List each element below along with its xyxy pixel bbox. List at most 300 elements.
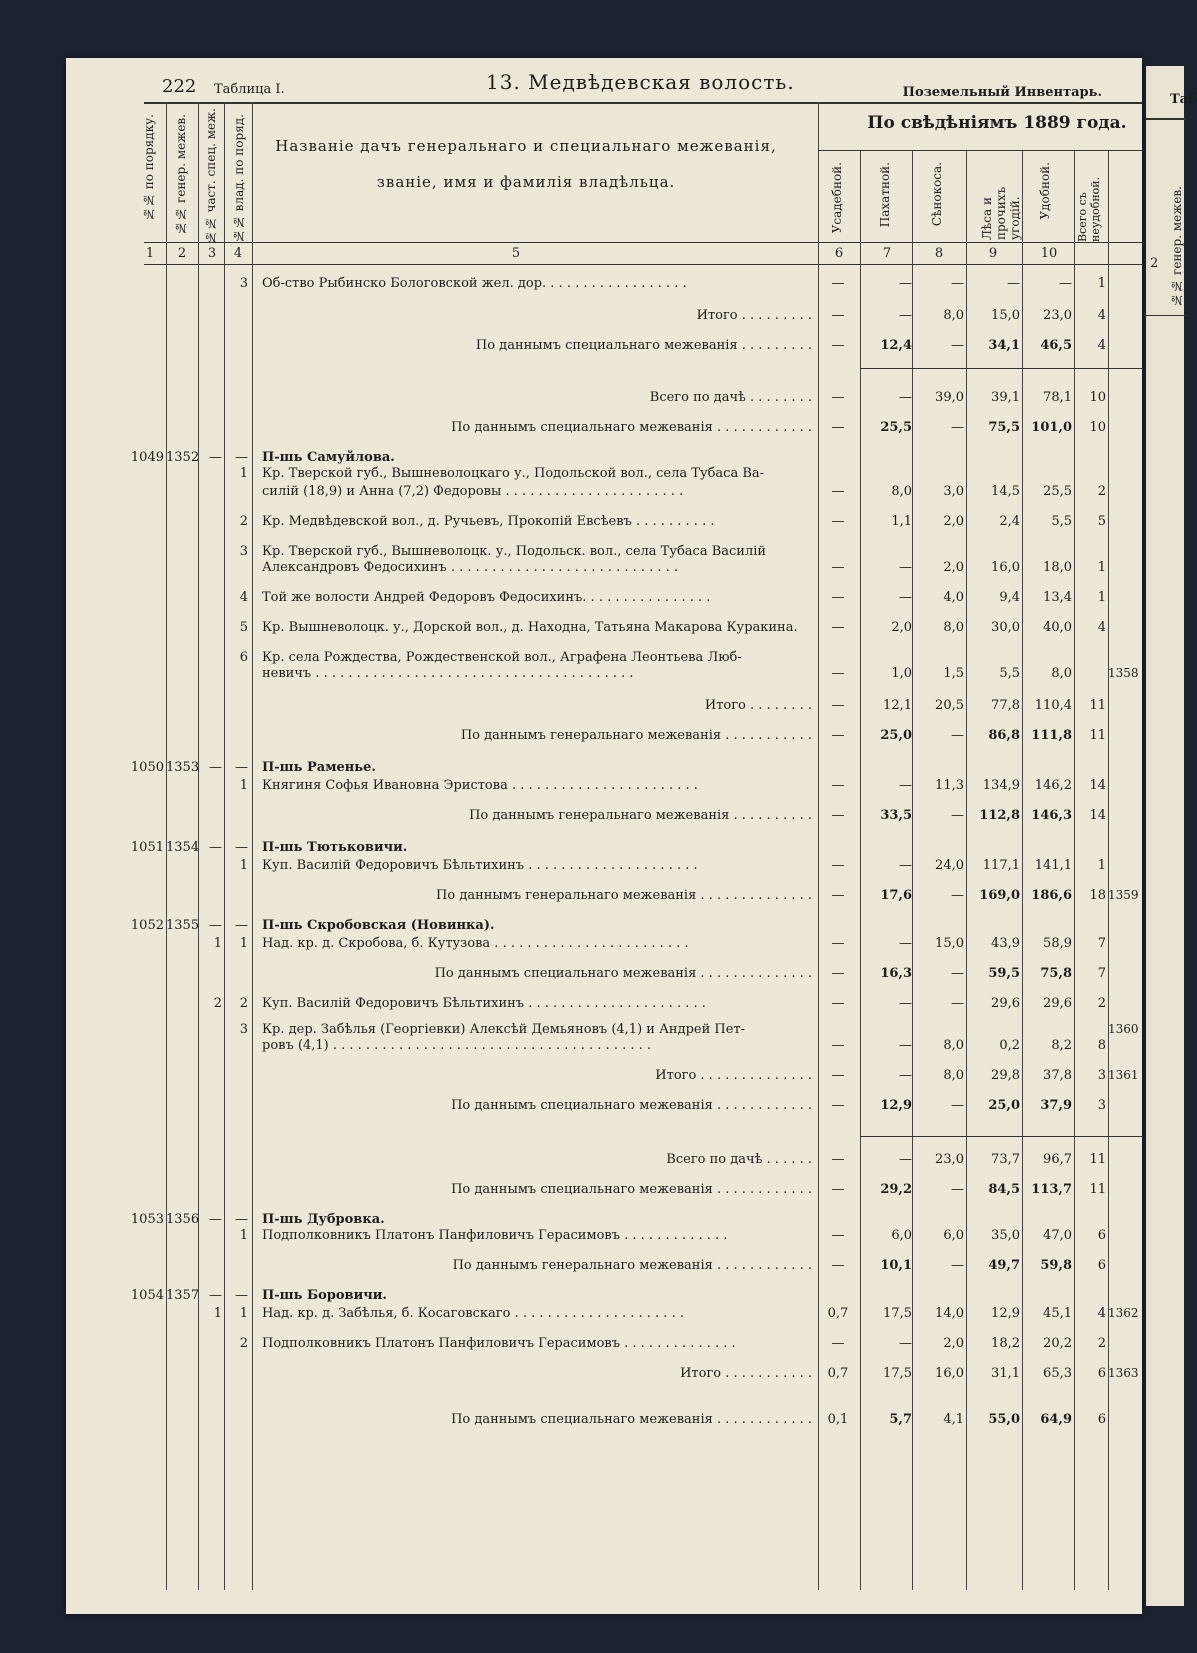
cell-description: Всего по дачѣ . . . . . . [666,1152,812,1167]
cell-c4: 6 [239,650,248,665]
header-top-rule [144,102,1142,104]
cell-c11: 14 [1089,808,1106,823]
cell-c4: 2 [239,996,248,1011]
table-row [66,996,1142,1016]
table-row [66,1068,1142,1088]
cell-c8: 16,0 [935,1366,964,1381]
cell-description: Итого . . . . . . . . . . . . . . [655,1068,812,1083]
cell-c6: — [831,1068,845,1083]
col-number: 9 [988,246,998,261]
cell-c8: — [951,996,964,1011]
cell-c1: 1052 [130,918,164,933]
cell-c8: 8,0 [943,620,964,635]
cell-c8: 2,0 [943,560,964,575]
table-row [66,840,1142,860]
cell-c2: 1352 [166,450,200,465]
cell-description: По даннымъ генеральнаго межеванія . . . . . . . . . . [469,808,812,823]
cell-c6: — [831,858,845,873]
cell-c11: 11 [1089,728,1106,743]
col-number: 1 [145,246,155,261]
cell-c9: 75,5 [988,420,1020,435]
cell-c8: — [951,1258,964,1273]
cell-c7: — [899,936,912,951]
cell-c7: — [899,308,912,323]
cell-c7: — [899,1336,912,1351]
table-row [66,1366,1142,1386]
cell-description: Кр. села Рождества, Рождественской вол., Аграфена Леонтьева Люб- [262,650,742,665]
cell-c9: 14,5 [991,484,1020,499]
cell-c10: 111,8 [1031,728,1072,743]
cell-c8: 39,0 [935,390,964,405]
cell-c10: 113,7 [1031,1182,1072,1197]
cell-c6: 0,1 [827,1412,849,1427]
cell-c9: 112,8 [979,808,1020,823]
cell-description: Кр. Тверской губ., Вышневолоцк. у., Подольск. вол., села Тубаса Василій [262,544,767,559]
table-row [66,620,1142,640]
cell-description: Кр. Вышневолоцк. у., Дорской вол., д. Находна, Татьяна Макарова Куракина. [262,620,798,635]
cell-c6: — [831,698,845,713]
cell-c6: — [831,1038,845,1053]
cell-description: Итого . . . . . . . . . . . [680,1366,812,1381]
cell-c6: — [831,966,845,981]
table-row [66,728,1142,748]
table-row [66,1038,1142,1058]
cell-c10: — [1059,276,1072,291]
cell-c10: 37,8 [1043,1068,1072,1083]
col-header-4: №№ влад. по поряд. [232,114,246,244]
cell-c4: 1 [239,936,248,951]
col-header-9: Лѣса и прочихъ угодій. [980,186,1022,240]
cell-c6: — [831,1336,845,1351]
cell-c1: 1050 [130,760,164,775]
cell-c8: 2,0 [943,514,964,529]
cell-description: силій (18,9) и Анна (7,2) Федоровы . . . . . . . . . . . . . . . . . . . . . . [262,484,684,499]
cell-c8: — [951,888,964,903]
cell-c8: 8,0 [943,1038,964,1053]
next-page-edge [1146,66,1197,1606]
total-rule [860,368,1142,369]
cell-description: Куп. Василій Федоровичъ Бѣльтихинъ . . . . . . . . . . . . . . . . . . . . . [262,858,698,873]
col-header-6: Усадебной. [830,162,844,234]
cell-c8: — [951,966,964,981]
cell-c4: — [235,840,248,855]
col-number: 7 [882,246,892,261]
cell-c7: 33,5 [880,808,912,823]
cell-c4: 2 [239,1336,248,1351]
cell-c4: 1 [239,778,248,793]
cell-c8: 11,3 [935,778,964,793]
cell-c8: 6,0 [943,1228,964,1243]
cell-c8: 1,5 [943,666,964,681]
next-page-header: Таб [1170,92,1197,107]
table-row [66,966,1142,986]
cell-description: Кр. дер. Забѣлья (Георгіевки) Алексѣй Демьяновъ (4,1) и Андрей Пет- [262,1022,746,1037]
cell-c4: 1 [239,858,248,873]
cell-c8: 24,0 [935,858,964,873]
cell-c7: — [899,1038,912,1053]
cell-c9: 25,0 [988,1098,1020,1113]
next-page-column-number: 2 [1150,256,1159,271]
cell-description: По даннымъ специальнаго межеванія . . . . . . . . . . . . [451,1098,812,1113]
cell-description: По даннымъ генеральнаго межеванія . . . . . . . . . . . [460,728,812,743]
cell-c10: 37,9 [1040,1098,1072,1113]
cell-c2: 1355 [166,918,200,933]
cell-description: По даннымъ специальнаго межеванія . . . . . . . . . . . . . . [434,966,812,981]
cell-c4: 1 [239,466,248,481]
cell-c8: — [951,338,964,353]
cell-c10: 40,0 [1043,620,1072,635]
cell-c6: — [831,808,845,823]
cell-description: По даннымъ специальнаго межеванія . . . . . . . . . . . . [451,1182,812,1197]
cell-description: Над. кр. д. Скробова, б. Кутузова . . . . . . . . . . . . . . . . . . . . . . . . [262,936,689,951]
table-row [66,420,1142,440]
cell-c7: 6,0 [891,1228,912,1243]
cell-description: По даннымъ специальнаго межеванія . . . . . . . . . [475,338,812,353]
cell-c11: 1 [1097,560,1106,575]
cell-c10: 58,9 [1043,936,1072,951]
section-title: Поземельный Инвентарь. [902,85,1102,100]
cell-c4: 3 [239,1022,248,1037]
cell-c9: — [1007,276,1020,291]
cell-c11: 3 [1097,1068,1106,1083]
cell-description: По даннымъ специальнаго межеванія . . . . . . . . . . . . [451,1412,812,1427]
cell-c9: 30,0 [991,620,1020,635]
cell-c8: 8,0 [943,308,964,323]
cell-c9: 0,2 [999,1038,1020,1053]
cell-c11: 18 [1089,888,1106,903]
cell-c3: — [209,918,222,933]
cell-c11: 1 [1097,276,1106,291]
cell-c9: 49,7 [988,1258,1020,1273]
cell-c7: — [899,560,912,575]
cell-c10: 59,8 [1040,1258,1072,1273]
table-row [66,1306,1142,1326]
cell-description: Куп. Василій Федоровичъ Бѣльтихинъ . . . . . . . . . . . . . . . . . . . . . . [262,996,706,1011]
cell-c3: — [209,450,222,465]
cell-description: Кр. Медвѣдевской вол., д. Ручьевъ, Прокопій Евсѣевъ . . . . . . . . . . [262,514,715,529]
cell-c3: — [209,1288,222,1303]
cell-c10: 25,5 [1043,484,1072,499]
cell-c7: 12,1 [883,698,912,713]
cell-c9: 55,0 [988,1412,1020,1427]
cell-c3: — [209,1212,222,1227]
cell-c6: — [831,1182,845,1197]
col-number: 10 [1040,246,1058,261]
cell-c1: 1049 [130,450,164,465]
total-rule [860,1136,1142,1137]
cell-description: Княгиня Софья Ивановна Эристова . . . . . . . . . . . . . . . . . . . . . . . [262,778,698,793]
cell-c3: — [209,760,222,775]
table-row [66,484,1142,504]
cell-c9: 29,8 [991,1068,1020,1083]
cell-c3: 2 [213,996,222,1011]
cell-description: Той же волости Андрей Федоровъ Федосихинъ. . . . . . . . . . . . . . . . [262,590,711,605]
cell-c6: — [831,666,845,681]
cell-c7: — [899,590,912,605]
table-row [66,698,1142,718]
cell-description: По даннымъ генеральнаго межеванія . . . . . . . . . . . . [452,1258,812,1273]
cell-c7: 25,0 [880,728,912,743]
cell-c6: — [831,484,845,499]
cell-description: П-шь Раменье. [262,760,376,775]
cell-c9: 77,8 [991,698,1020,713]
cell-c8: 14,0 [935,1306,964,1321]
cell-c11: 10 [1089,390,1106,405]
cell-c12: 1360 [1108,1022,1139,1036]
cell-c4: 2 [239,514,248,529]
cell-c4: 3 [239,276,248,291]
cell-c11: 2 [1097,996,1106,1011]
table-row [66,1258,1142,1278]
table-label: Таблица I. [214,82,285,97]
cell-c4: 3 [239,544,248,559]
col-number: 4 [233,246,243,261]
cell-c9: 12,9 [991,1306,1020,1321]
cell-c6: 0,7 [827,1306,849,1321]
cell-description: Подполковникъ Платонъ Панфиловичъ Герасимовъ . . . . . . . . . . . . . [262,1228,728,1243]
cell-description: невичъ . . . . . . . . . . . . . . . . . . . . . . . . . . . . . . . . . . . . . . . [262,666,634,681]
table-row [66,1152,1142,1172]
cell-c7: — [899,1152,912,1167]
cell-description: Всего по дачѣ . . . . . . . . [649,390,812,405]
cell-c6: — [831,1152,845,1167]
table-row [66,1336,1142,1356]
cell-description: П-шь Боровичи. [262,1288,387,1303]
cell-c9: 39,1 [991,390,1020,405]
cell-c11: 7 [1097,966,1106,981]
cell-description: П-шь Самуйлова. [262,450,395,465]
col-header-2: №№ генер. межев. [174,114,188,235]
table-row [66,858,1142,878]
cell-c9: 134,9 [982,778,1020,793]
cell-c11: 10 [1089,420,1106,435]
cell-c10: 186,6 [1031,888,1072,903]
cell-c11: 6 [1097,1366,1106,1381]
table-row [66,560,1142,580]
cell-c10: 65,3 [1043,1366,1072,1381]
cell-c8: — [951,1182,964,1197]
cell-c10: 141,1 [1034,858,1072,873]
col-header-11: Всего съ неудобной. [1076,176,1102,242]
header-bottom-rule [144,242,1142,243]
table-row [66,918,1142,938]
cell-c8: — [951,728,964,743]
cell-c6: — [831,276,845,291]
cell-c10: 18,0 [1043,560,1072,575]
table-row [66,1288,1142,1308]
cell-c8: 8,0 [943,1068,964,1083]
cell-description: Подполковникъ Платонъ Панфиловичъ Герасимовъ . . . . . . . . . . . . . . [262,1336,736,1351]
cell-c9: 86,8 [988,728,1020,743]
cell-c9: 35,0 [991,1228,1020,1243]
cell-c7: 25,5 [880,420,912,435]
cell-c6: — [831,996,845,1011]
cell-c6: — [831,338,845,353]
table-row [66,466,1142,486]
cell-c6: — [831,420,845,435]
cell-c10: 78,1 [1043,390,1072,405]
cell-c7: — [899,1068,912,1083]
cell-c3: — [209,840,222,855]
cell-c9: 31,1 [991,1366,1020,1381]
cell-c7: 16,3 [880,966,912,981]
table-row [66,514,1142,534]
cell-description: ровъ (4,1) . . . . . . . . . . . . . . . . . . . . . . . . . . . . . . . . . . . . . . . [262,1038,652,1053]
cell-c2: 1354 [166,840,200,855]
cell-c10: 47,0 [1043,1228,1072,1243]
cell-c7: — [899,858,912,873]
cell-description: П-шь Тютьковичи. [262,840,408,855]
cell-c8: 23,0 [935,1152,964,1167]
cell-c1: 1053 [130,1212,164,1227]
cell-c7: 29,2 [880,1182,912,1197]
col-number: 2 [177,246,187,261]
cell-c7: 10,1 [880,1258,912,1273]
cell-c8: 4,0 [943,590,964,605]
cell-c8: 2,0 [943,1336,964,1351]
page-number: 222 [162,76,197,97]
next-page-column-label: №№ генер. межев. [1170,186,1184,307]
cell-c11: 6 [1097,1258,1106,1273]
cell-c10: 13,4 [1043,590,1072,605]
cell-c1: 1051 [130,840,164,855]
cell-c4: — [235,918,248,933]
cell-c10: 8,2 [1051,1038,1072,1053]
cell-c1: 1054 [130,1288,164,1303]
cell-c12: 1361 [1108,1068,1139,1082]
table-row [66,390,1142,410]
cell-c11: 8 [1097,1038,1106,1053]
cell-c11: 14 [1089,778,1106,793]
cell-c9: 169,0 [979,888,1020,903]
cell-c4: 1 [239,1228,248,1243]
table-row [66,1228,1142,1248]
cell-c10: 46,5 [1040,338,1072,353]
cell-description: Об-ство Рыбинско Бологовской жел. дор. . . . . . . . . . . . . . . . . . [262,276,687,291]
cell-c2: 1353 [166,760,200,775]
ledger-page [66,58,1142,1614]
cell-c8: 3,0 [943,484,964,499]
col-number: 3 [207,246,217,261]
cell-c8: 4,1 [943,1412,964,1427]
cell-c12: 1362 [1108,1306,1139,1320]
cell-c6: — [831,1258,845,1273]
cell-c2: 1356 [166,1212,200,1227]
cell-c7: 1,1 [891,514,912,529]
cell-c2: 1357 [166,1288,200,1303]
col-header-1: №№ по порядку. [142,114,156,222]
cell-c9: 29,6 [991,996,1020,1011]
cell-c10: 110,4 [1034,698,1072,713]
cell-c9: 59,5 [988,966,1020,981]
col-group-header: По свѣдѣніямъ 1889 года. [867,113,1127,133]
cell-c9: 9,4 [999,590,1020,605]
cell-c11: 7 [1097,936,1106,951]
cell-c4: — [235,450,248,465]
cell-c7: — [899,276,912,291]
table-row [66,308,1142,328]
cell-description: Итого . . . . . . . . [704,698,812,713]
table-row [66,276,1142,296]
cell-c6: — [831,620,845,635]
col-header-10: Удобной. [1038,162,1052,220]
cell-c6: — [831,778,845,793]
cell-c11: 2 [1097,1336,1106,1351]
cell-c7: 5,7 [889,1412,912,1427]
cell-description: По даннымъ генеральнаго межеванія . . . . . . . . . . . . . . [436,888,812,903]
cell-c10: 45,1 [1043,1306,1072,1321]
cell-c6: — [831,1098,845,1113]
cell-c4: — [235,1288,248,1303]
cell-c9: 2,4 [999,514,1020,529]
cell-description: По даннымъ специальнаго межеванія . . . . . . . . . . . . [451,420,812,435]
cell-c11: 1 [1097,858,1106,873]
cell-c7: 2,0 [891,620,912,635]
cell-c11: 4 [1097,1306,1106,1321]
cell-c10: 23,0 [1043,308,1072,323]
page-title: 13. Медвѣдевская волость. [486,70,795,94]
cell-c12: 1358 [1108,666,1139,680]
cell-c6: — [831,936,845,951]
cell-c7: 1,0 [891,666,912,681]
cell-c11: 6 [1097,1228,1106,1243]
cell-c6: — [831,308,845,323]
cell-c4: 1 [239,1306,248,1321]
cell-c7: 12,4 [880,338,912,353]
cell-description: Над. кр. д. Забѣлья, б. Косаговскаго . . . . . . . . . . . . . . . . . . . . . [262,1306,684,1321]
cell-c7: 17,5 [883,1366,912,1381]
cell-c11: 4 [1097,308,1106,323]
cell-c9: 15,0 [991,308,1020,323]
cell-description: Кр. Тверской губ., Вышневолоцкаго у., Подольской вол., села Тубаса Ва- [262,466,765,481]
cell-c7: — [899,390,912,405]
cell-c6: — [831,888,845,903]
cell-c11: 4 [1097,338,1106,353]
table-row [66,590,1142,610]
col-header-5: Названіе дачъ генеральнаго и специальнаго межеванія, званіе, имя и фамилія владѣльца. [275,137,777,191]
cell-c4: — [235,1212,248,1227]
table-row [66,1182,1142,1202]
cell-c8: — [951,1098,964,1113]
cell-c7: 17,5 [883,1306,912,1321]
cell-c6: — [831,390,845,405]
cell-c8: 20,5 [935,698,964,713]
cell-c8: — [951,420,964,435]
cell-description: П-шь Дубровка. [262,1212,385,1227]
cell-c11: 6 [1097,1412,1106,1427]
table-row [66,1098,1142,1118]
cell-c3: 1 [213,936,222,951]
cell-c6: — [831,728,845,743]
col-number: 6 [834,246,844,261]
cell-description: Итого . . . . . . . . . [696,308,812,323]
cell-c11: 11 [1089,1182,1106,1197]
cell-c8: 15,0 [935,936,964,951]
cell-c7: 12,9 [880,1098,912,1113]
cell-c9: 34,1 [988,338,1020,353]
cell-c10: 96,7 [1043,1152,1072,1167]
col-header-8: Сѣнокоса. [930,162,944,227]
table-row [66,936,1142,956]
table-row [66,1412,1142,1432]
cell-c6: — [831,1228,845,1243]
col-number: 8 [934,246,944,261]
cell-c7: — [899,778,912,793]
cell-c8: — [951,808,964,823]
cell-c10: 29,6 [1043,996,1072,1011]
cell-c11: 2 [1097,484,1106,499]
numbers-rule [144,264,1142,265]
